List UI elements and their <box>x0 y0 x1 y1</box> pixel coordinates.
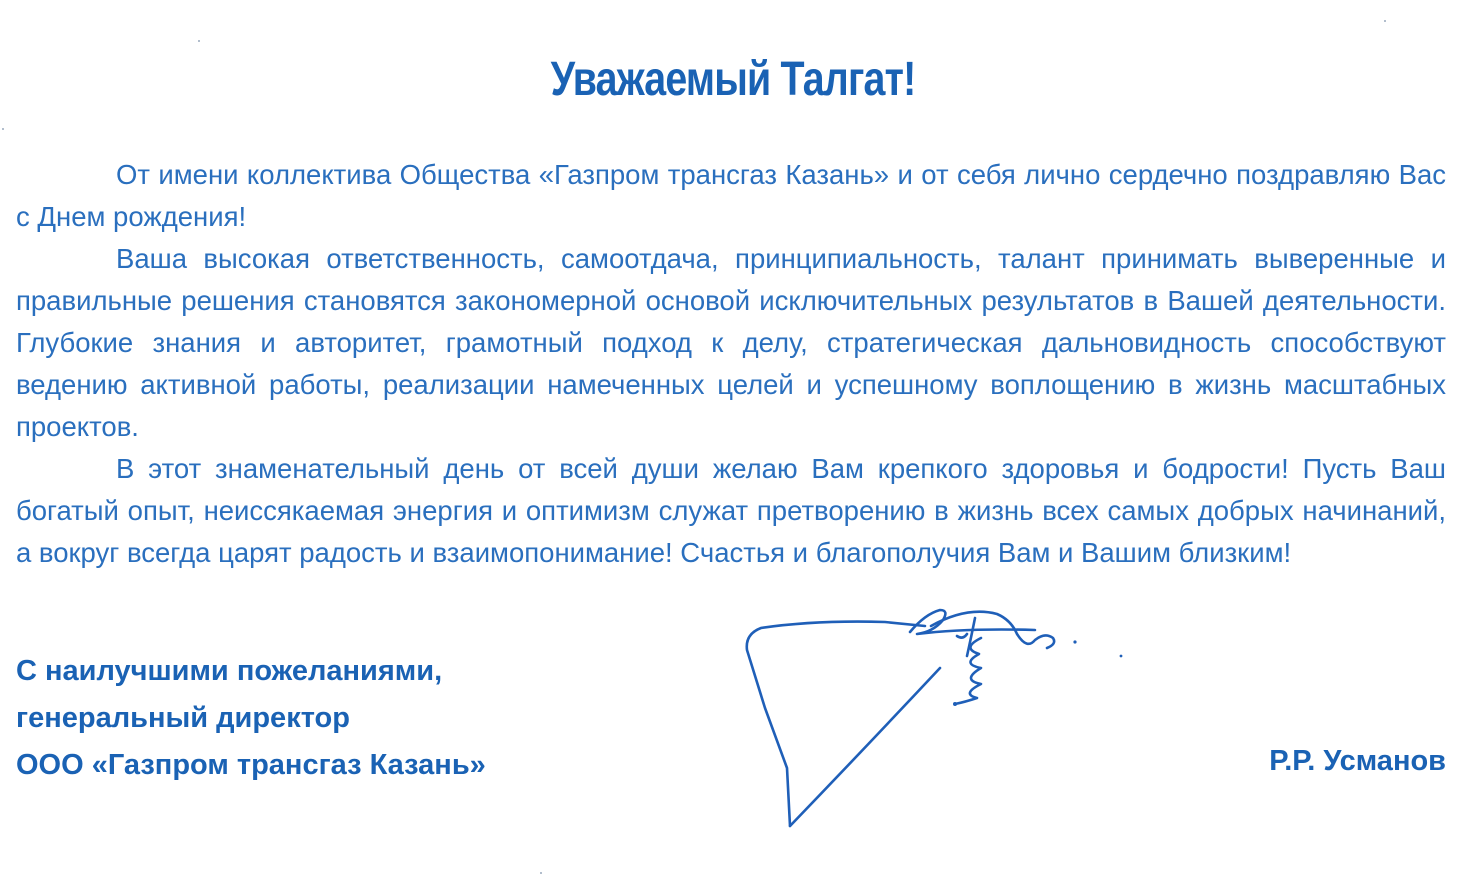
signer-name: Р.Р. Усманов <box>1269 745 1446 777</box>
closing-block <box>16 648 486 789</box>
closing-regards: С наилучшими пожеланиями, <box>16 655 443 687</box>
letter-body <box>16 154 1446 574</box>
paper-speck <box>1384 20 1386 22</box>
closing-company: ООО «Газпром трансгаз Казань» <box>16 749 486 781</box>
paragraph-wishes: В этот знаменательный день от всей души желаю Вам крепкого здоровья и бодрости! Пусть Ваш богатый опыт, неиссякаемая энергия и оптимизм служат претворению в жизнь всех самых добрых начинаний, а вокруг всегда царят радость и взаимопонимание! Счастья и благополучия Вам и Вашим близким! <box>16 453 1446 568</box>
paper-speck <box>198 40 200 42</box>
paper-speck <box>2 128 4 130</box>
paragraph-congratulation: От имени коллектива Общества «Газпром трансгаз Казань» и от себя лично сердечно поздравляю Вас с Днем рождения! <box>16 159 1446 232</box>
paragraph-achievements: Ваша высокая ответственность, самоотдача, принципиальность, талант принимать выверенные и правильные решения становятся закономерной основой исключительных результатов в Вашей деятельности. Глубокие знания и авторитет, грамотный подход к делу, стратегическая дальновидность способствуют ведению активной работы, реализации намеченных целей и успешному воплощению в жизнь масштабных проектов. <box>16 243 1446 442</box>
paper-speck <box>540 872 542 874</box>
closing-position: генеральный директор <box>16 702 350 734</box>
letter-greeting: Уважаемый Талгат! <box>550 53 916 106</box>
handwritten-signature <box>735 598 1135 838</box>
